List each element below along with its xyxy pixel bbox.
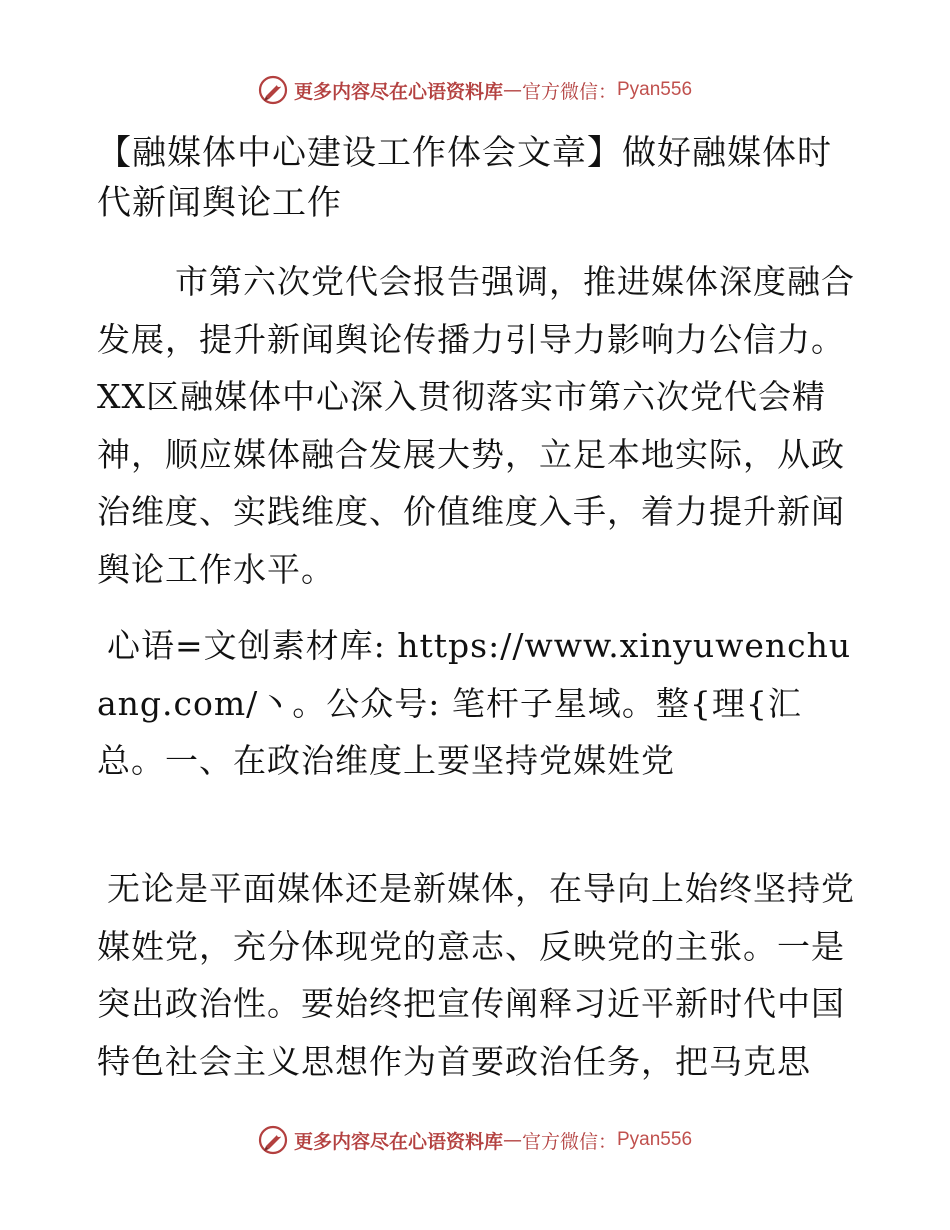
pen-logo-icon: [258, 75, 288, 105]
banner-official-label: 官方微信：: [521, 80, 617, 103]
banner-official-label: 官方微信：: [521, 1130, 617, 1153]
banner-dash: —: [502, 1129, 522, 1151]
header-watermark-banner: [0, 72, 950, 108]
banner-wechat-id: Pyan556: [617, 79, 693, 100]
footer-watermark-banner: [0, 1122, 950, 1158]
document-title: 【融媒体中心建设工作体会文章】做好融媒体时代新闻舆论工作: [97, 133, 832, 223]
paragraph-section-one: 无论是平面媒体还是新媒体，在导向上始终坚持党媒姓党，充分体现党的意志、反映党的主张。一是突出政治性。要始终把宣传阐释习近平新时代中国特色社会主义思想作为首要政治任务，把马克思: [97, 869, 855, 1081]
paragraph-source-note: 心语=文创素材库: https://www.xinyuwenchuang.com/丶。公众号: 笔杆子星域。整{理{汇总。一、在政治维度上要坚持党媒姓党: [97, 626, 852, 780]
banner-dash: —: [502, 79, 522, 101]
pen-logo-icon: [258, 1125, 288, 1155]
banner-wechat-id: Pyan556: [617, 1129, 693, 1150]
banner-slogan: 更多内容尽在心语资料库: [293, 1130, 503, 1153]
paragraph-intro: 市第六次党代会报告强调，推进媒体深度融合发展，提升新闻舆论传播力引导力影响力公信力。XX区融媒体中心深入贯彻落实市第六次党代会精神，顺应媒体融合发展大势，立足本地实际，从政治维度、实践维度、价值维度入手，着力提升新闻舆论工作水平。: [97, 262, 855, 589]
banner-slogan: 更多内容尽在心语资料库: [293, 80, 503, 103]
